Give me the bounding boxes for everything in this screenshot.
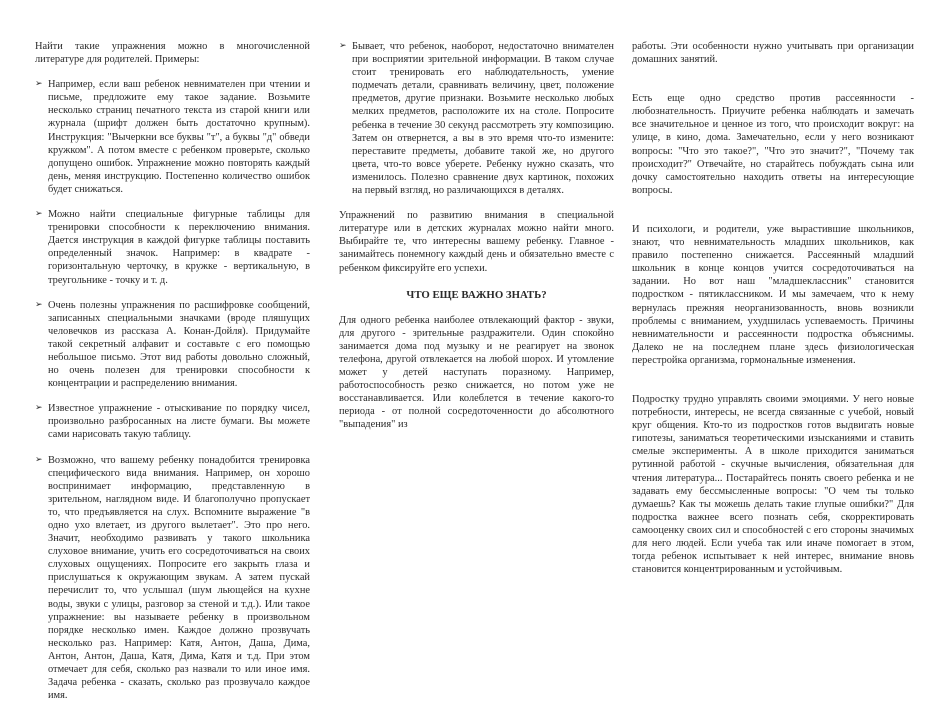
arrow-bullet-icon: ➢ xyxy=(339,41,347,51)
arrow-bullet-icon: ➢ xyxy=(35,209,43,220)
body-paragraph: Для одного ребенка наиболее отвлекающий фактор - звуки, для другого - зрительные раздражители. Один спокойно занимается дома под музыку и не реагирует на звонок телефона, другой отвлекается на любой шорох. И утомление может у детей наступать поразному. Например, работоспособность резко снижается, но потом уже не восстанавливается. Или колеблется в течение какого-то периода - от полной сосредоточенности до абсолютного "выпадения" из xyxy=(339,314,614,431)
column-left xyxy=(35,40,310,714)
list-item xyxy=(35,208,310,287)
list-item-text: Возможно, что вашему ребенку понадобится тренировка специфического вида внимания. Например, он хорошо воспринимает информацию, представленную в зрительном, наглядном виде. И благополучно пропускает то, что предъявляется на слух. Вспомните выражение "в одно ухо влетает, из другого вылетает". Это про него. Значит, необходимо развивать у такого школьника слуховое внимание, учить его сосредоточиваться на своих слуховых ощущениях. Попросите его закрыть глаза и прислушаться к окружающим звукам. А затем пускай перечислит то, что услышал (шум льющейся на кухне воды, звуки с улицы, разговор за стеной и т.д.). Или такое упражнение: вы называете ребенку в произвольном порядке несколько имен. Каждое должно прозвучать несколько раз. Например: Катя, Антон, Даша, Дима, Антон, Антон, Даша, Катя, Дима, Катя и т.д. При этом отмечает для себя, сколько раз назвали то или иное имя. Задача ребенка - сказать, сколько раз прозвучало каждое имя. xyxy=(48,454,310,702)
list-item-text: Можно найти специальные фигурные таблицы для тренировки способности к переключению внимания. Дается инструкция в каждой фигурке таблицы поставить определенный значок. Например: в квадрате - горизонтальную черточку, в кружке - вертикальную, в треугольнике - точку и т. д. xyxy=(48,209,310,286)
body-paragraph: И психологи, и родители, уже вырастившие школьников, знают, что невнимательность младших школьников, как правило постепенно снижается. Рассеянный младший школьник в конце концов учится сосредоточиваться на задании. Но вот наш "младшеклассник" становится подростком - пятиклассником. И мы замечаем, что к нему вернулась прежняя неорганизованность, вновь возникли проблемы с вниманием, ухудшилась успеваемость. Причины невнимательности и рассеянности подростка объяснимы. Далеко не на последнем плане здесь физиологическая перестройка организма, гормональные изменения. xyxy=(632,223,914,366)
body-paragraph: работы. Эти особенности нужно учитывать при организации домашних занятий. xyxy=(632,41,914,66)
summary-paragraph: Упражнений по развитию внимания в специальной литературе или в детских журналах можно найти много. Выбирайте те, что интересны вашему ребенку. Главное - занимайтесь понемногу каждый день и обязательно вместе с ребенком фиксируйте его успехи. xyxy=(339,210,614,274)
list-item xyxy=(35,299,310,391)
arrow-bullet-icon: ➢ xyxy=(35,454,43,465)
list-item-text: Известное упражнение - отыскивание по порядку чисел, произвольно разбросанных на листе бумаги. Вы можете сами нарисовать такую таблицу. xyxy=(48,403,310,441)
section-heading: ЧТО ЕЩЕ ВАЖНО ЗНАТЬ? xyxy=(406,288,547,301)
list-item-text: Очень полезны упражнения по расшифровке сообщений, записанных специальными значками (вроде пляшущих человечков из рассказа А. Конан-Дойля). Придумайте такой секретный алфавит и составьте с его помощью небольшое письмо. Этот вид работы довольно сложный, но очень полезен для тренировки способности к концентрации и распределению внимания. xyxy=(48,299,310,390)
column-right xyxy=(632,40,914,588)
arrow-bullet-icon: ➢ xyxy=(35,79,43,90)
column-middle xyxy=(339,40,614,444)
body-paragraph: Есть еще одно средство против рассеянности - любознательность. Приучите ребенка наблюдать и замечать все значительное и ценное из того, что происходит вокруг: на улице, в кино, дома. Замечательно, если у него возникают вопросы: "Что это такое?", "Что это значит?", "Почему так происходит?" Отвечайте, но старайтесь побуждать сына или дочку самостоятельно находить ответы на интересующие вопросы. xyxy=(632,93,914,196)
list-item xyxy=(35,454,310,703)
list-item-text: Бывает, что ребенок, наоборот, недостаточно внимателен при восприятии зрительной информации. В таком случае стоит тренировать его наблюдательность, умение подмечать детали, сравнивать величину, цвет, положение предметов, другие признаки. Возьмите несколько любых мелких предметов, расположите их на столе. Попросите ребенка в течение 30 секунд рассмотреть эту композицию. Затем он отвернется, а вы в это время что-то измените: переставите предметы, добавите такой же, но другого цвета, что-то вовсе уберете. Ребенку нужно сказать, что изменилось. Полезно сравнение двух картинок, похожих на первый взгляд, но различающихся в деталях. xyxy=(352,41,614,197)
body-paragraph: Подростку трудно управлять своими эмоциями. У него новые потребности, интересы, не всегда связанные с учебой, новый круг общения. Кто-то из подростков готов выдвигать новые гипотезы, заниматься теоретическими изысканиями и ставить смелые эксперименты. А в школе приходится заниматься рутинной работой - скучные вычисления, обязательная для чтения литература... Постарайтесь понять своего ребенка и не задавать ему бессмысленные вопросы: "О чем ты только думаешь? Как ты можешь делать такие глупые ошибки?" Для подростка важнее всего познать себя, скорректировать самооценку своих сил и способностей с его стороны значимых для него людей. Если учеба так или иначе помогает в этом, тогда ребенок испытывает к ней интерес, внимание вновь становится концентрированным и устойчивым. xyxy=(632,393,914,576)
arrow-bullet-icon: ➢ xyxy=(35,403,43,414)
list-item xyxy=(339,40,614,197)
arrow-bullet-icon: ➢ xyxy=(35,299,43,310)
intro-paragraph: Найти такие упражнения можно в многочисленной литературе для родителей. Примеры: xyxy=(35,41,310,66)
list-item xyxy=(35,78,310,196)
list-item xyxy=(35,402,310,441)
list-item-text: Например, если ваш ребенок невнимателен при чтении и письме, предложите ему такое задание. Возьмите несколько страниц печатного текста из старой книги или журнала (шрифт должен быть достаточно крупным). Инструкция: "Вычеркни все буквы "т", а буквы "д" обведи кружком". А потом вместе с ребенком проверьте, сколько допущено ошибок. Упражнение можно повторять каждый день, меняя инструкцию. Постепенно количество ошибок будет снижаться. xyxy=(48,79,310,195)
